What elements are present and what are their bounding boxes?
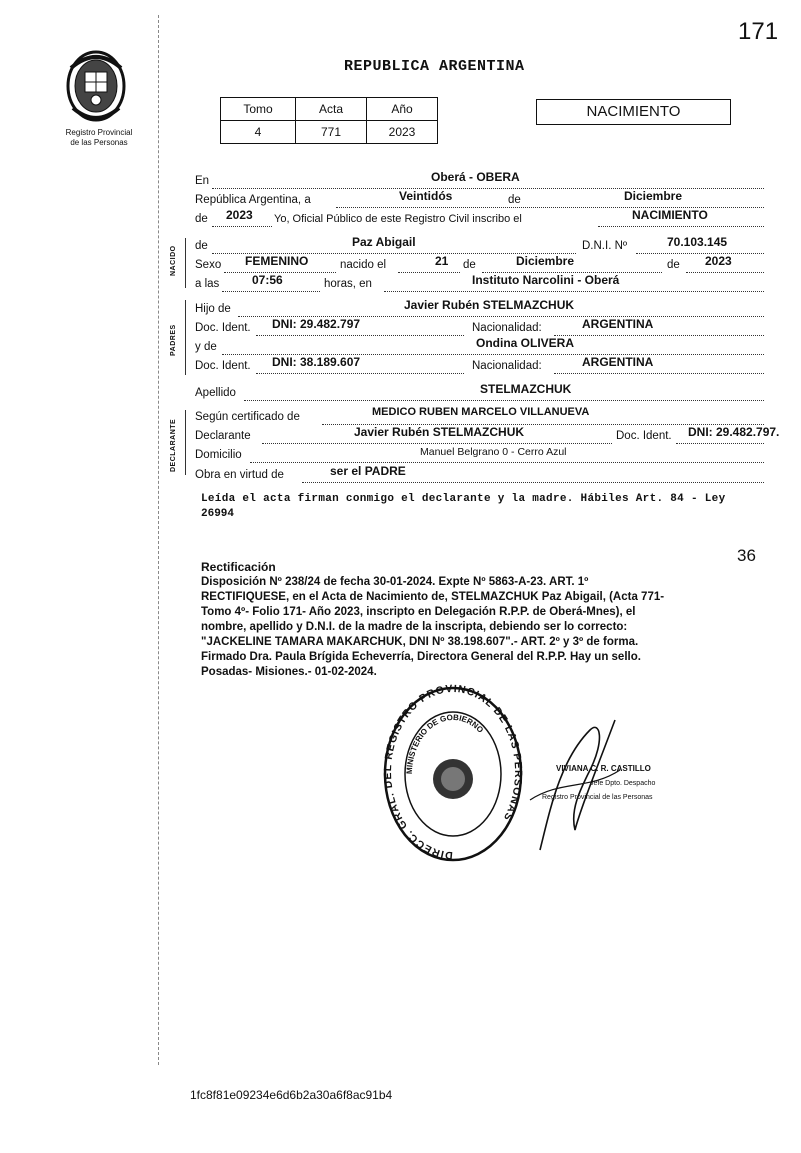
de-label-5: de bbox=[667, 259, 680, 271]
signer-name: VIVIANA C. R. CASTILLO bbox=[556, 764, 651, 773]
dni-value: 70.103.145 bbox=[667, 235, 728, 249]
rectificacion-line-7: Posadas- Misiones.- 01-02-2024. bbox=[201, 666, 377, 678]
left-margin-line bbox=[158, 15, 159, 1065]
de-label-1: de bbox=[508, 194, 521, 206]
rectificacion-line-3: Tomo 4º- Folio 171- Año 2023, inscripto en Delegación R.P.P. de Oberá-Mnes), el bbox=[201, 606, 636, 618]
y-de-label: y de bbox=[195, 341, 217, 353]
de-label-2: de bbox=[195, 213, 208, 225]
mother-value: Ondina OLIVERA bbox=[476, 336, 575, 350]
nacido-divider bbox=[185, 238, 186, 288]
signer-org: Registro Provincial de las Personas bbox=[542, 794, 653, 801]
father-nat-dots bbox=[554, 335, 764, 336]
stamp-ring-text: DIRECC. GRAL. DEL REGISTRO PROVINCIAL DE LAS PERSONAS bbox=[382, 684, 524, 862]
declarante-doc-value: DNI: 29.482.797. bbox=[688, 425, 780, 439]
declarante-dots bbox=[262, 443, 612, 444]
obra-dots bbox=[302, 482, 764, 483]
act-word-dots bbox=[598, 226, 764, 227]
birth-month-value: Diciembre bbox=[516, 254, 575, 268]
obra-value: ser el PADRE bbox=[330, 464, 406, 478]
domicilio-value: Manuel Belgrano 0 - Cerro Azul bbox=[420, 446, 567, 458]
apellido-label: Apellido bbox=[195, 387, 236, 399]
rectificacion-line-1: Disposición Nº 238/24 de fecha 30-01-2024. Expte Nº 5863-A-23. ART. 1º bbox=[201, 576, 589, 588]
certificado-value: MEDICO RUBEN MARCELO VILLANUEVA bbox=[372, 406, 590, 418]
act-word-value: NACIMIENTO bbox=[632, 208, 708, 222]
country-title: REPUBLICA ARGENTINA bbox=[344, 58, 525, 75]
year-dots bbox=[212, 226, 272, 227]
official-stamp bbox=[382, 684, 524, 864]
rectificacion-line-5: "JACKELINE TAMARA MAKARCHUK, DNI Nº 38.198.607".- ART. 2º y 3º de forma. bbox=[201, 636, 639, 648]
ano-header: Año bbox=[367, 98, 438, 121]
padres-divider bbox=[185, 300, 186, 375]
acta-value: 771 bbox=[296, 121, 367, 144]
name-value: Paz Abigail bbox=[352, 235, 416, 249]
a-las-label: a las bbox=[195, 278, 220, 290]
obra-label: Obra en virtud de bbox=[195, 469, 284, 481]
hour-value: 07:56 bbox=[252, 273, 283, 287]
page-number: 171 bbox=[738, 18, 779, 45]
nacido-label: nacido el bbox=[340, 259, 387, 271]
act-type-box bbox=[536, 99, 731, 125]
place-value: Oberá - OBERA bbox=[431, 170, 520, 184]
mother-doc-value: DNI: 38.189.607 bbox=[272, 355, 361, 369]
rectificacion-line-6: Firmado Dra. Paula Brígida Echeverría, Directora General del R.P.P. Hay un sello. bbox=[201, 651, 641, 663]
section-label-declarante: DECLARANTE bbox=[170, 418, 177, 472]
tomo-header: Tomo bbox=[221, 98, 296, 121]
declarante-value: Javier Rubén STELMAZCHUK bbox=[354, 425, 525, 439]
mother-doc-dots bbox=[256, 373, 464, 374]
logo-caption-line2: de las Personas bbox=[70, 138, 128, 147]
nac-label-1: Nacionalidad: bbox=[472, 322, 542, 334]
ano-value: 2023 bbox=[367, 121, 438, 144]
doc-label-1: Doc. Ident. bbox=[195, 322, 251, 334]
de-label-3: de bbox=[195, 240, 208, 252]
stamp-inner-text: MINISTERIO DE GOBIERNO bbox=[404, 712, 486, 775]
mother-nat-value: ARGENTINA bbox=[582, 355, 654, 369]
logo-caption-line1: Registro Provincial bbox=[65, 128, 133, 137]
book-reference-table bbox=[220, 97, 438, 144]
horas-label: horas, en bbox=[324, 278, 372, 290]
father-nat-value: ARGENTINA bbox=[582, 317, 654, 331]
sexo-label: Sexo bbox=[195, 259, 222, 271]
birth-day-value: 21 bbox=[435, 254, 449, 268]
day-words-value: Veintidós bbox=[399, 189, 453, 203]
act-type-label: NACIMIENTO bbox=[586, 103, 681, 120]
year-value: 2023 bbox=[226, 208, 253, 222]
birth-place-dots bbox=[384, 291, 764, 292]
mother-nat-dots bbox=[554, 373, 764, 374]
document-hash: 1fc8f81e09234e6d6b2a30a6f8ac91b4 bbox=[190, 1088, 393, 1102]
section-label-padres: PADRES bbox=[170, 324, 177, 356]
section-label-nacido: NACIDO bbox=[170, 245, 177, 276]
acta-header: Acta bbox=[296, 98, 367, 121]
tomo-value: 4 bbox=[221, 121, 296, 144]
dni-label: D.N.I. Nº bbox=[582, 240, 628, 252]
rectificacion-line-2: RECTIFIQUESE, en el Acta de Nacimiento de, STELMAZCHUK Paz Abigail, (Acta 771- bbox=[201, 591, 665, 603]
sexo-value: FEMENINO bbox=[245, 254, 309, 268]
closing-line-1: Leída el acta firman conmigo el declarante y la madre. Hábiles Art. 84 - Ley bbox=[201, 493, 726, 505]
signer-title: Jefe Dpto. Despacho bbox=[590, 780, 656, 787]
en-label: En bbox=[195, 175, 210, 187]
hour-dots bbox=[222, 291, 320, 292]
apellido-dots bbox=[244, 400, 764, 401]
domicilio-dots bbox=[250, 462, 764, 463]
birth-year-value: 2023 bbox=[705, 254, 732, 268]
apellido-value: STELMAZCHUK bbox=[480, 382, 572, 396]
oficial-text: Yo, Oficial Público de este Registro Civil inscribo el bbox=[274, 213, 522, 225]
birth-place-value: Instituto Narcolini - Oberá bbox=[472, 273, 620, 287]
birth-day-dots bbox=[398, 272, 460, 273]
domicilio-label: Domicilio bbox=[195, 449, 242, 461]
rectificacion-title: Rectificación bbox=[201, 560, 276, 574]
de-label-4: de bbox=[463, 259, 476, 271]
month-value: Diciembre bbox=[624, 189, 683, 203]
father-doc-value: DNI: 29.482.797 bbox=[272, 317, 361, 331]
nac-label-2: Nacionalidad: bbox=[472, 360, 542, 372]
dni-dots bbox=[636, 253, 764, 254]
father-doc-dots bbox=[256, 335, 464, 336]
page-number-secondary: 36 bbox=[737, 546, 756, 565]
doc-label-2: Doc. Ident. bbox=[195, 360, 251, 372]
doc-label-3: Doc. Ident. bbox=[616, 430, 672, 442]
province-seal-logo bbox=[63, 48, 129, 124]
republica-label: República Argentina, a bbox=[195, 194, 311, 206]
hijo-label: Hijo de bbox=[195, 303, 231, 315]
rectificacion-line-4: nombre, apellido y D.N.I. de la madre de la inscripta, debiendo ser lo correcto: bbox=[201, 621, 628, 633]
declarante-label: Declarante bbox=[195, 430, 251, 442]
declarante-divider bbox=[185, 410, 186, 475]
declarante-doc-dots bbox=[676, 443, 764, 444]
certificado-label: Según certificado de bbox=[195, 411, 300, 423]
birth-year-dots bbox=[686, 272, 764, 273]
father-value: Javier Rubén STELMAZCHUK bbox=[404, 298, 575, 312]
closing-line-2: 26994 bbox=[201, 508, 235, 520]
